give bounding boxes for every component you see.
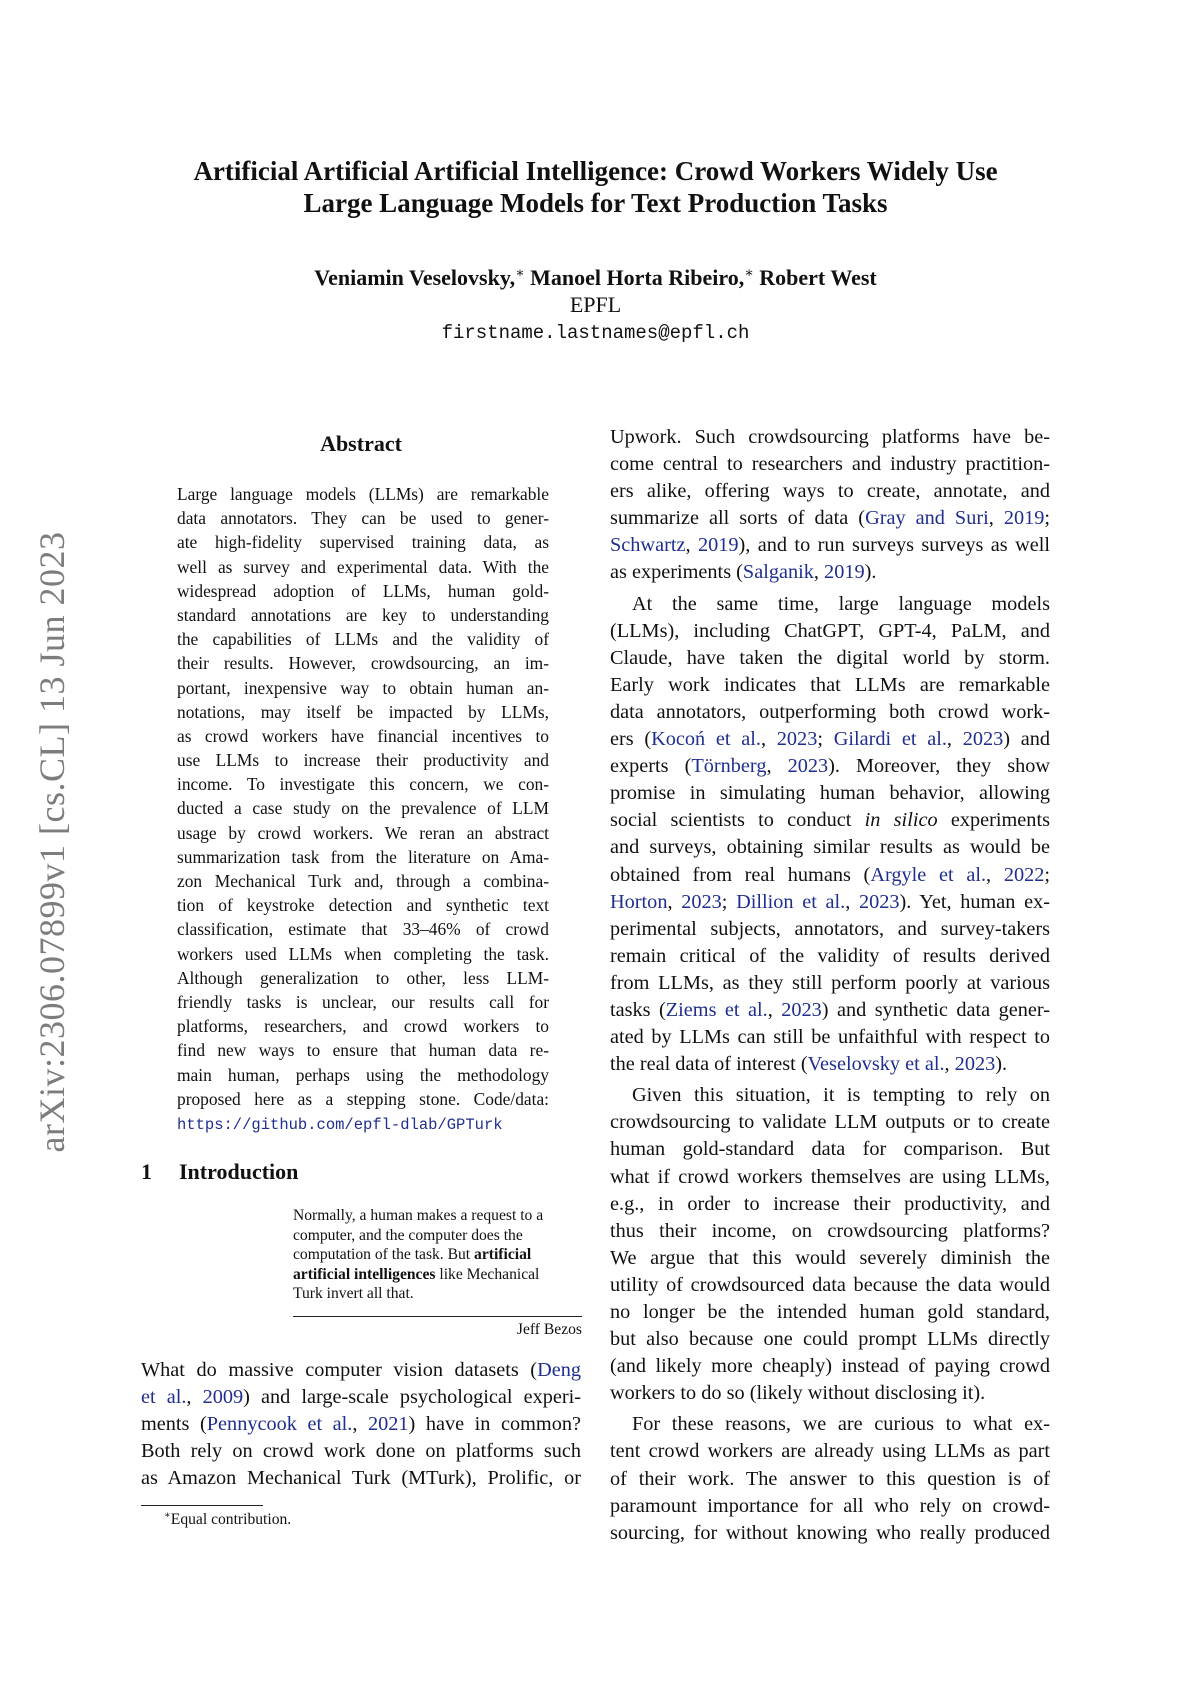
text-run: promise in simulating human behavior, allowing xyxy=(610,782,1050,805)
abstract-body xyxy=(177,482,549,1135)
text-run: ; xyxy=(1044,507,1051,530)
text-run: Given this situation, it is tempting to rely on xyxy=(632,1084,1050,1107)
abstract-line: the capabilities of LLMs and the validity of xyxy=(177,629,549,650)
body-line xyxy=(610,532,1050,559)
text-run: what if crowd workers themselves are using LLMs, xyxy=(610,1165,1050,1188)
abstract-line: well as survey and experimental data. With the xyxy=(177,556,549,577)
text-run: At the same time, large language models xyxy=(632,592,1050,615)
body-line xyxy=(141,1357,581,1384)
text-run: Both rely on crowd work done on platforms such xyxy=(141,1440,581,1463)
footnote-rule xyxy=(141,1505,263,1506)
citation-link[interactable]: Veselovsky et al. xyxy=(807,1053,945,1076)
citation-link[interactable]: Gray and Suri xyxy=(865,507,989,530)
text-run: , xyxy=(186,1386,203,1409)
text-run: computer, and the computer does the xyxy=(293,1226,523,1244)
abstract-line: ate high-fidelity supervised training data, as xyxy=(177,532,549,553)
abstract-line: data annotators. They can be used to gener- xyxy=(177,508,549,529)
author-mark: ∗ xyxy=(515,266,525,281)
body-line xyxy=(141,1411,581,1438)
arxiv-identifier: arXiv:2306.07899v1 [cs.CL] 13 Jun 2023 xyxy=(32,531,72,1153)
body-line xyxy=(141,1465,581,1492)
body-line xyxy=(610,1218,1050,1245)
author-name: Robert West xyxy=(759,265,877,290)
epigraph-line xyxy=(293,1226,582,1246)
text-run: , xyxy=(767,998,782,1021)
body-line xyxy=(610,753,1050,780)
body-line xyxy=(610,1109,1050,1136)
epigraph-quote xyxy=(293,1206,582,1304)
text-run: and surveys, obtaining similar results as would be xyxy=(610,836,1050,859)
text-run: tent crowd workers are already using LLMs as part xyxy=(610,1440,1050,1463)
left-column-text xyxy=(141,1357,581,1492)
text-run: What do massive computer vision datasets ( xyxy=(141,1359,538,1381)
body-line xyxy=(610,943,1050,970)
citation-link[interactable]: Schwartz xyxy=(610,534,686,557)
citation-link[interactable]: 2023 xyxy=(776,728,818,751)
body-line xyxy=(610,997,1050,1024)
text-run: come central to researchers and industry practition- xyxy=(610,453,1050,476)
citation-link[interactable]: Gilardi et al. xyxy=(833,728,947,751)
citation-link[interactable]: Pennycook et al. xyxy=(206,1413,353,1436)
citation-link[interactable]: 2023 xyxy=(781,998,822,1021)
citation-link[interactable]: 2021 xyxy=(367,1413,409,1436)
body-line xyxy=(610,451,1050,478)
author-email: firstname.lastnames@epfl.ch xyxy=(441,322,750,344)
citation-link[interactable]: Kocoń et al. xyxy=(651,728,761,751)
author-name: Veniamin Veselovsky, xyxy=(314,265,516,290)
author-name: Manoel Horta Ribeiro, xyxy=(530,265,745,290)
citation-link[interactable]: Ziems et al. xyxy=(665,998,768,1021)
body-line xyxy=(610,807,1050,834)
text-run: Upwork. Such crowdsourcing platforms have be- xyxy=(610,426,1050,448)
text-run: ). xyxy=(995,1053,1008,1076)
text-run: Early work indicates that LLMs are remarkable xyxy=(610,673,1050,696)
body-line xyxy=(610,699,1050,726)
text-run: computation of the task. But xyxy=(293,1246,475,1263)
text-run: , xyxy=(667,890,682,913)
text-run: social scientists to conduct xyxy=(610,809,865,832)
body-line xyxy=(610,780,1050,807)
citation-link[interactable]: 2009 xyxy=(202,1386,244,1409)
abstract-line: use LLMs to increase their productivity and xyxy=(177,750,549,771)
citation-link[interactable]: et al. xyxy=(141,1386,187,1409)
abstract-line: ducted a case study on the prevalence of LLM xyxy=(177,798,549,819)
text-run: workers to do so (likely without disclosing it). xyxy=(610,1382,986,1405)
body-line xyxy=(610,1245,1050,1272)
citation-link[interactable]: 2023 xyxy=(858,890,900,913)
text-run: , xyxy=(944,1053,955,1076)
text-run: Normally, a human makes a request to a xyxy=(293,1207,544,1224)
text-run: , xyxy=(685,534,698,557)
text-run: (and likely more cheaply) instead of paying crowd xyxy=(610,1355,1050,1378)
body-line xyxy=(610,1272,1050,1299)
body-line xyxy=(610,1411,1050,1438)
title-line: Large Language Models for Text Production Tasks xyxy=(303,188,888,218)
text-run: ; xyxy=(1044,863,1051,886)
text-run: ). xyxy=(864,561,877,584)
text-run: ments ( xyxy=(141,1413,207,1436)
text-run: For these reasons, we are curious to what ex- xyxy=(632,1413,1050,1436)
abstract-line: classification, estimate that 33–46% of crowd xyxy=(177,919,549,940)
footnote-text: Equal contribution. xyxy=(170,1511,292,1528)
epigraph-attribution: Jeff Bezos xyxy=(516,1321,582,1338)
text-run: ated by LLMs can still be unfaithful with respect to xyxy=(610,1026,1050,1049)
body-line xyxy=(610,834,1050,861)
footnote xyxy=(164,1510,291,1530)
body-line xyxy=(610,424,1050,451)
text-run: data annotators, outperforming both crowd work- xyxy=(610,700,1050,723)
body-line xyxy=(610,1136,1050,1163)
text-run: experts ( xyxy=(610,755,692,778)
text-run: utility of crowdsourced data because the data would xyxy=(610,1273,1050,1296)
abstract-line: usage by crowd workers. We reran an abstract xyxy=(177,822,549,843)
text-run: ; xyxy=(817,728,834,751)
abstract-line: workers used LLMs when completing the task. xyxy=(177,943,549,964)
text-run: , xyxy=(986,863,1004,886)
bold-text: artificial xyxy=(474,1246,532,1263)
text-run: summarize all sorts of data ( xyxy=(610,507,866,530)
text-run: tasks ( xyxy=(610,998,666,1021)
text-run: We argue that this would severely diminish the xyxy=(610,1246,1050,1269)
right-column-text xyxy=(610,424,1050,1547)
text-run: , xyxy=(845,890,859,913)
body-line xyxy=(610,862,1050,889)
citation-link[interactable]: Horton xyxy=(610,890,668,913)
text-run: ers ( xyxy=(610,728,652,751)
citation-link[interactable]: 2019 xyxy=(824,561,865,584)
citation-link[interactable]: 2023 xyxy=(681,890,722,913)
citation-link[interactable]: Dillion et al. xyxy=(736,890,846,913)
text-run: the real data of interest ( xyxy=(610,1053,808,1076)
text-run: perimental subjects, annotators, and survey-takers xyxy=(610,917,1050,940)
text-run: ers alike, offering ways to create, annotate, and xyxy=(610,480,1050,503)
body-line xyxy=(610,478,1050,505)
text-run: ) have in common? xyxy=(408,1413,581,1436)
body-line xyxy=(610,1380,1050,1407)
section-heading xyxy=(141,1158,298,1186)
text-run: sourcing, for without knowing who really produced xyxy=(610,1521,1050,1544)
text-run: as experiments ( xyxy=(610,561,743,584)
text-run: , xyxy=(813,561,825,584)
citation-link[interactable]: Argyle et al. xyxy=(870,863,987,886)
text-run: , xyxy=(988,507,1004,530)
abstract-line: standard annotations are key to understanding xyxy=(177,604,549,625)
text-run: but also because one could prompt LLMs directly xyxy=(610,1328,1050,1351)
text-run: , xyxy=(766,755,788,778)
body-line xyxy=(610,672,1050,699)
body-line xyxy=(610,591,1050,618)
body-line xyxy=(610,1438,1050,1465)
abstract-heading: Abstract xyxy=(320,431,402,456)
abstract-line: proposed here as a stepping stone. Code/data: xyxy=(177,1088,549,1109)
body-line xyxy=(610,1082,1050,1109)
epigraph-line xyxy=(293,1206,582,1226)
text-run: ). Yet, human ex- xyxy=(899,890,1050,913)
abstract-line: main human, perhaps using the methodology xyxy=(177,1064,549,1085)
text-run: no longer be the intended human gold standard, xyxy=(610,1301,1050,1323)
abstract-line: Although generalization to other, less LLM- xyxy=(177,967,549,988)
citation-link[interactable]: 2019 xyxy=(1003,507,1045,530)
bold-text: artificial intelligences xyxy=(293,1265,436,1283)
citation-link[interactable]: Salganik xyxy=(742,561,814,584)
text-run: Turk invert all that. xyxy=(293,1285,414,1302)
abstract-line: as crowd workers have financial incentives to xyxy=(177,725,549,746)
citation-link[interactable]: 2023 xyxy=(954,1053,996,1076)
italic-text: in silico xyxy=(864,809,938,832)
author-list xyxy=(0,264,1191,292)
body-line xyxy=(610,1493,1050,1520)
footnote-mark: ∗ xyxy=(164,1510,171,1521)
paper-title xyxy=(0,155,1191,219)
body-line xyxy=(610,1520,1050,1547)
text-run: , xyxy=(760,728,777,751)
abstract-line: income. To investigate this concern, we con- xyxy=(177,774,549,795)
text-run: ) and xyxy=(1003,728,1051,751)
author-mark: ∗ xyxy=(744,266,754,281)
abstract-line: friendly tasks is unclear, our results call for xyxy=(177,991,549,1012)
citation-link[interactable]: 2023 xyxy=(962,728,1004,751)
abstract-line: find new ways to ensure that human data re- xyxy=(177,1040,549,1061)
text-run: , xyxy=(946,728,963,751)
body-line xyxy=(610,970,1050,997)
citation-link[interactable]: Deng xyxy=(537,1359,581,1381)
abstract-code-line xyxy=(177,1111,549,1135)
text-run: e.g., in order to increase their productivity, and xyxy=(610,1192,1050,1215)
body-line xyxy=(610,559,1050,586)
abstract-line: zon Mechanical Turk and, through a combina- xyxy=(177,871,549,891)
text-run: remain critical of the validity of results derived xyxy=(610,944,1050,967)
epigraph-line xyxy=(293,1265,582,1285)
body-line xyxy=(610,1326,1050,1353)
body-line xyxy=(610,916,1050,943)
citation-link[interactable]: Törnberg xyxy=(691,755,767,778)
body-line xyxy=(610,1466,1050,1493)
text-run: thus their income, on crowdsourcing platforms? xyxy=(610,1219,1050,1242)
epigraph-line xyxy=(293,1284,582,1304)
text-run: like Mechanical xyxy=(435,1265,540,1283)
body-line xyxy=(141,1384,581,1411)
text-run: human gold-standard data for comparison. But xyxy=(610,1138,1050,1161)
body-line xyxy=(610,1299,1050,1326)
body-line xyxy=(610,1191,1050,1218)
text-run: , xyxy=(352,1413,368,1436)
text-run: ). Moreover, they show xyxy=(828,755,1051,778)
text-run: ) and synthetic data gener- xyxy=(821,998,1050,1021)
citation-link[interactable]: 2023 xyxy=(787,755,829,778)
citation-link[interactable]: 2022 xyxy=(1003,863,1045,886)
body-line xyxy=(610,645,1050,672)
text-run: as Amazon Mechanical Turk (MTurk), Prolific, or xyxy=(141,1467,581,1490)
text-run: Claude, have taken the digital world by storm. xyxy=(610,646,1050,669)
epigraph-rule xyxy=(293,1316,582,1317)
body-line xyxy=(610,618,1050,645)
text-run: ), and to run surveys surveys as well xyxy=(738,534,1051,557)
abstract-line: their results. However, crowdsourcing, an im- xyxy=(177,653,549,674)
citation-link[interactable]: 2019 xyxy=(697,534,739,557)
abstract-line: portant, inexpensive way to obtain human an- xyxy=(177,677,549,698)
text-run: paramount importance for all who rely on crowd- xyxy=(610,1494,1050,1517)
abstract-line: widespread adoption of LLMs, human gold- xyxy=(177,580,549,601)
epigraph-line xyxy=(293,1245,582,1265)
abstract-line: tion of keystroke detection and synthetic text xyxy=(177,895,549,916)
abstract-line: platforms, researchers, and crowd workers to xyxy=(177,1016,549,1037)
text-run: crowdsourcing to validate LLM outputs or to create xyxy=(610,1111,1050,1134)
body-line xyxy=(610,1051,1050,1078)
body-line xyxy=(610,889,1050,916)
body-line xyxy=(610,1164,1050,1191)
text-run: ; xyxy=(721,890,737,913)
text-run: obtained from real humans ( xyxy=(610,863,871,886)
abstract-line: notations, may itself be impacted by LLMs, xyxy=(177,701,549,722)
text-run: (LLMs), including ChatGPT, GPT-4, PaLM, and xyxy=(610,619,1050,642)
section-number: 1 xyxy=(141,1159,152,1184)
abstract-line: summarization task from the literature on Ama- xyxy=(177,846,549,867)
text-run: of their work. The answer to this question is of xyxy=(610,1467,1050,1490)
affiliation: EPFL xyxy=(569,292,622,317)
body-line xyxy=(610,726,1050,753)
body-line xyxy=(610,1024,1050,1051)
text-run: from LLMs, as they still perform poorly at various xyxy=(610,971,1050,994)
abstract-line: Large language models (LLMs) are remarkable xyxy=(177,484,549,504)
code-repository-link[interactable]: https://github.com/epfl-dlab/GPTurk xyxy=(177,1115,503,1134)
body-line xyxy=(141,1438,581,1465)
title-line: Artificial Artificial Artificial Intelligence: Crowd Workers Widely Use xyxy=(193,156,998,186)
text-run: ) and large-scale psychological experi- xyxy=(243,1386,581,1409)
body-line xyxy=(610,1353,1050,1380)
body-line xyxy=(610,505,1050,532)
section-title: Introduction xyxy=(179,1159,299,1184)
text-run: experiments xyxy=(937,809,1050,832)
